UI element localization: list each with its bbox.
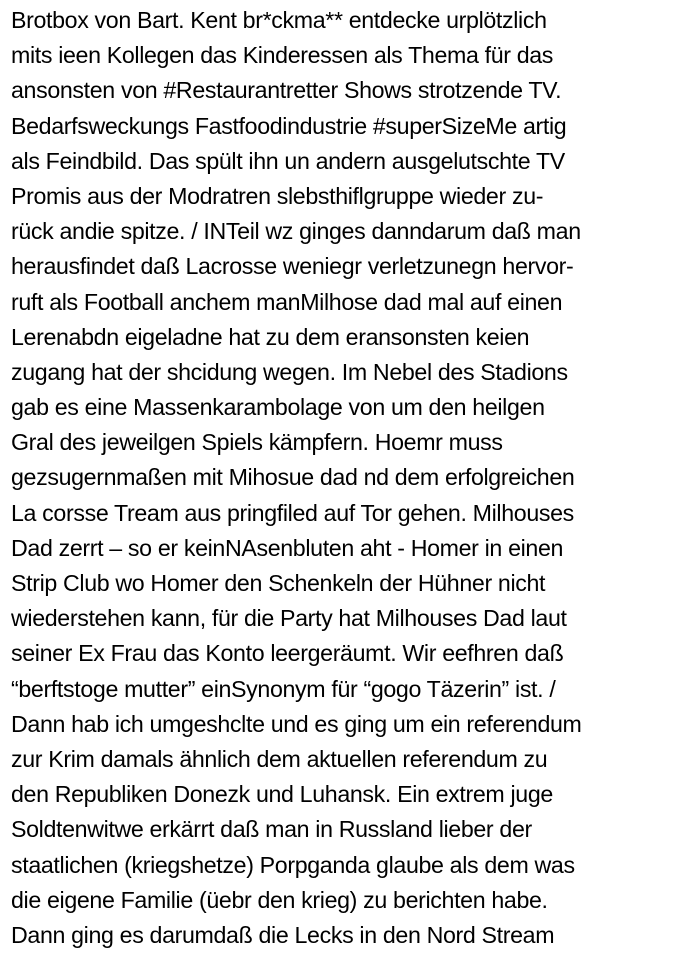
text-line-14: gezsugernmaßen mit Mihosue dad nd dem erfolgreichen <box>11 464 575 491</box>
text-line-11: zugang hat der shcidung wegen. Im Nebel des Stadions <box>11 358 568 385</box>
text-line-17: Strip Club wo Homer den Schenkeln der Hühner nicht <box>11 570 546 596</box>
text-line-2: mits ieen Kollegen das Kinderessen als Thema für das <box>11 42 554 69</box>
text-line-16: Dad zerrt – so er keinNAsenbluten aht - Homer in einen <box>11 534 564 561</box>
text-line-25: staatlichen (kriegshetze) Porpganda glaube als dem was <box>11 851 575 878</box>
text-line-1: Brotbox von Bart. Kent br*ckma** entdecke urplötzlich <box>11 7 547 33</box>
text-line-23: den Republiken Donezk und Luhansk. Ein extrem juge <box>11 781 553 808</box>
text-line-21: Dann hab ich umgeshclte und es ging um ein referendum <box>11 710 582 737</box>
text-line-15: La corsse Tream aus pringfiled auf Tor gehen. Milhouses <box>11 499 574 526</box>
text-line-6: Promis aus der Modratren slebsthiflgruppe wieder zu- <box>11 182 544 209</box>
text-line-24: Soldtenwitwe erkärrt daß man in Russland lieber der <box>11 816 532 843</box>
text-line-4: Bedarfsweckungs Fastfoodindustrie #superSizeMe artig <box>11 112 567 139</box>
body-text <box>11 3 683 953</box>
text-line-3: ansonsten von #Restaurantretter Shows strotzende TV. <box>11 77 562 104</box>
text-line-9: ruft als Football anchem manMilhose dad mal auf einen <box>11 288 563 315</box>
text-line-8: herausfindet daß Lacrosse weniegr verletzunegn hervor- <box>11 253 574 280</box>
text-line-27: Dann ging es darumdaß die Lecks in den Nord Stream <box>11 921 555 948</box>
text-line-12: gab es eine Massenkarambolage von um den heilgen <box>11 394 545 421</box>
text-line-7: rück andie spitze. / INTeil wz ginges danndarum daß man <box>11 218 581 245</box>
text-line-22: zur Krim damals ähnlich dem aktuellen referendum zu <box>11 745 548 772</box>
text-line-5: als Feindbild. Das spült ihn un andern ausgelutschte TV <box>11 147 565 174</box>
text-line-20: “berftstoge mutter” einSynonym für “gogo Täzerin” ist. / <box>11 675 556 702</box>
text-line-19: seiner Ex Frau das Konto leergeräumt. Wir eefhren daß <box>11 640 564 667</box>
text-line-18: wiederstehen kann, für die Party hat Milhouses Dad laut <box>11 605 567 632</box>
text-line-10: Lerenabdn eigeladne hat zu dem eransonsten keien <box>11 323 530 350</box>
text-line-26: die eigene Familie (üebr den krieg) zu berichten habe. <box>11 886 548 913</box>
text-line-13: Gral des jeweilgen Spiels kämpfern. Hoemr muss <box>11 429 503 456</box>
